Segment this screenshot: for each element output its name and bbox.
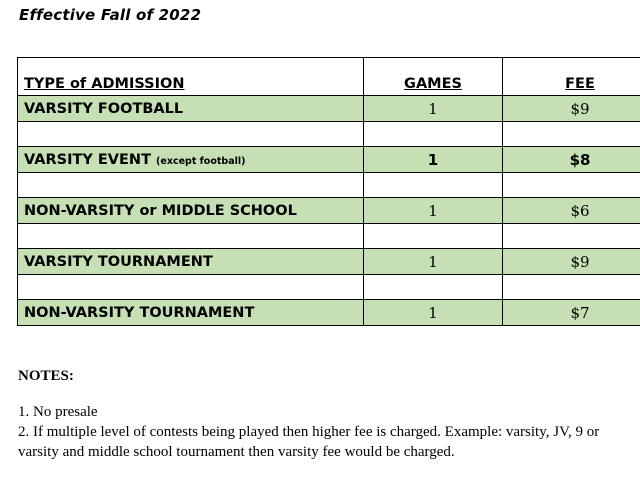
spacer-row <box>18 122 640 147</box>
games-count: 1 <box>364 300 503 326</box>
fee-amount: $6 <box>503 198 640 224</box>
table-row <box>18 198 640 224</box>
spacer-row <box>18 275 640 300</box>
header-type: TYPE of ADMISSION <box>18 58 364 96</box>
admission-fee-table <box>17 57 640 326</box>
notes-section <box>18 366 638 462</box>
admission-type: VARSITY TOURNAMENT <box>18 249 364 275</box>
fee-amount: $9 <box>503 96 640 122</box>
games-count: 1 <box>364 249 503 275</box>
table-header-row <box>18 58 640 96</box>
spacer-row <box>18 224 640 249</box>
admission-type: NON-VARSITY TOURNAMENT <box>18 300 364 326</box>
admission-type: NON-VARSITY or MIDDLE SCHOOL <box>18 198 364 224</box>
fee-amount: $8 <box>503 147 640 173</box>
spacer-row <box>18 173 640 198</box>
table-row <box>18 300 640 326</box>
table-row <box>18 147 640 173</box>
games-count: 1 <box>364 96 503 122</box>
header-games: GAMES <box>364 58 503 96</box>
table-row <box>18 249 640 275</box>
games-count: 1 <box>364 147 503 173</box>
fee-amount: $7 <box>503 300 640 326</box>
table-row <box>18 96 640 122</box>
games-count: 1 <box>364 198 503 224</box>
admission-type: VARSITY EVENT (except football) <box>18 147 364 173</box>
note-item: 2. If multiple level of contests being played then higher fee is charged. Example: varsity, JV, 9 or varsity and middle school tournament then varsity fee would be charged. <box>18 424 600 460</box>
notes-title: NOTES: <box>18 368 74 384</box>
admission-type: VARSITY FOOTBALL <box>18 96 364 122</box>
header-fee: FEE <box>503 58 640 96</box>
fee-amount: $9 <box>503 249 640 275</box>
admission-type-note: (except football) <box>156 155 246 167</box>
effective-date-heading: Effective Fall of 2022 <box>19 6 202 24</box>
note-item: 1. No presale <box>18 404 98 420</box>
